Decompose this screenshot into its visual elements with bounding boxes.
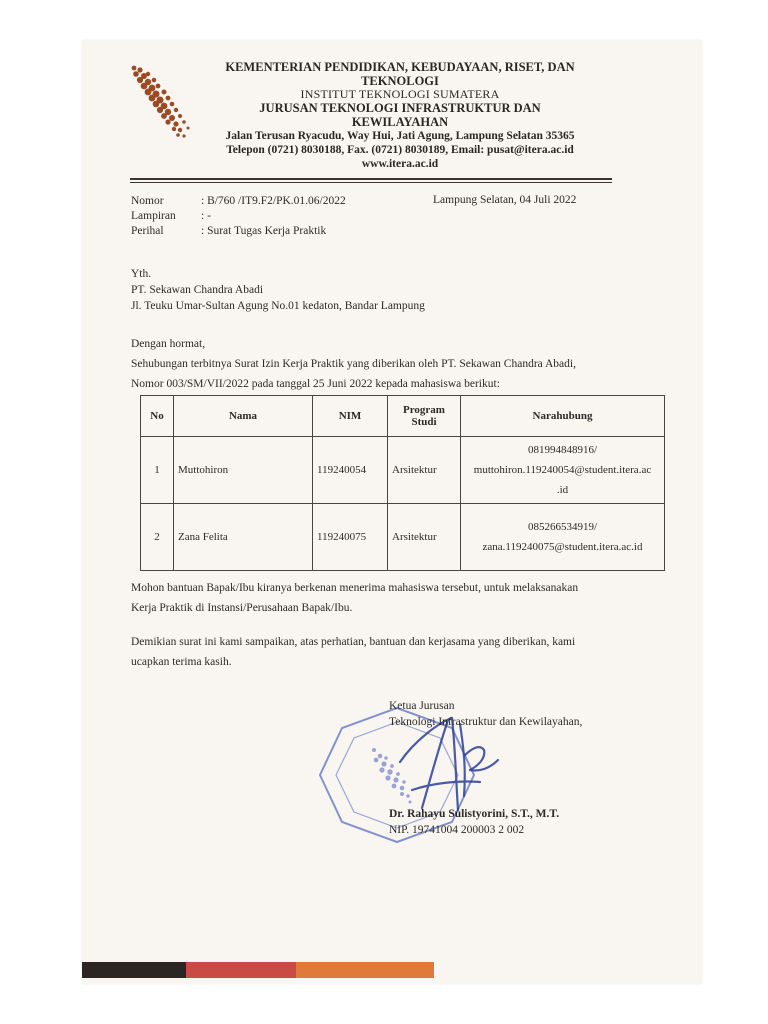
contact-email: zana.119240075@student.itera.ac.id	[482, 541, 643, 553]
role-line-1: Ketua Jurusan	[389, 700, 455, 712]
addressee-company: PT. Sekawan Chandra Abadi	[131, 284, 264, 296]
institute-address: Jalan Terusan Ryacudu, Way Hui, Jati Agung, Lampung Selatan 35365	[225, 130, 575, 142]
contact-email-tail: .id	[556, 484, 569, 496]
closing-line-1: Demikian surat ini kami sampaikan, atas perhatian, bantuan dan kerjasama yang diberikan, kami	[131, 636, 576, 648]
institute-name: INSTITUT TEKNOLOGI SUMATERA	[300, 87, 500, 101]
row-narahubung	[461, 437, 665, 504]
department-name-line2: KEWILAYAHAN	[351, 115, 449, 129]
perihal-label: Perihal	[131, 225, 164, 237]
header-narahubung: Narahubung	[461, 396, 665, 437]
letterhead-rule-thick	[130, 178, 612, 180]
opening-salutation: Dengan hormat,	[131, 338, 206, 350]
table-row	[141, 504, 665, 571]
addressee-street: Jl. Teuku Umar-Sultan Agung No.01 kedaton, Bandar Lampung	[131, 300, 425, 312]
table-row	[141, 437, 665, 504]
row-no: 2	[141, 504, 174, 571]
row-nama: Zana Felita	[174, 504, 313, 571]
header-nama: Nama	[174, 396, 313, 437]
request-paragraph	[131, 578, 651, 618]
lampiran-value: : -	[201, 210, 211, 222]
header-program-line2: Studi	[411, 416, 437, 428]
header-program-studi	[388, 396, 461, 437]
itera-logo-icon	[128, 62, 206, 142]
row-program: Arsitektur	[388, 504, 461, 571]
row-program: Arsitektur	[388, 437, 461, 504]
perihal-value: : Surat Tugas Kerja Praktik	[201, 225, 327, 237]
footer-bar-orange	[296, 962, 434, 978]
closing-line-2: ucapkan terima kasih.	[131, 656, 232, 668]
row-nama: Muttohiron	[174, 437, 313, 504]
header-no: No	[141, 396, 174, 437]
institute-contact: Telepon (0721) 8030188, Fax. (0721) 8030189, Email: pusat@itera.ac.id	[226, 144, 574, 156]
contact-email: muttohiron.119240054@student.itera.ac	[473, 464, 652, 476]
addressee	[131, 266, 425, 314]
row-no: 1	[141, 437, 174, 504]
department-name-line1: JURUSAN TEKNOLOGI INFRASTRUKTUR DAN	[259, 101, 541, 115]
footer-bar-red	[186, 962, 296, 978]
closing-paragraph	[131, 632, 651, 672]
intro-line-1: Sehubungan terbitnya Surat Izin Kerja Praktik yang diberikan oleh PT. Sekawan Chandra Abadi,	[131, 358, 576, 370]
header-nim: NIM	[313, 396, 388, 437]
letterhead-rule-thin	[130, 182, 612, 183]
signatory-name-block	[389, 806, 559, 838]
nomor-label: Nomor	[131, 195, 164, 207]
signatory-name: Dr. Rahayu Sulistyorini, S.T., M.T.	[389, 808, 560, 820]
addressee-greeting: Yth.	[131, 268, 152, 280]
place-date: Lampung Selatan, 04 Juli 2022	[433, 194, 577, 206]
role-line-2: Teknologi Infrastruktur dan Kewilayahan,	[389, 716, 583, 728]
ministry-name: KEMENTERIAN PENDIDIKAN, KEBUDAYAAN, RISET, DAN TEKNOLOGI	[225, 60, 575, 88]
row-nim: 119240054	[313, 437, 388, 504]
table-header-row	[141, 396, 665, 437]
lampiran-label: Lampiran	[131, 210, 176, 222]
footer-color-bar	[82, 962, 434, 978]
signatory-nip: NIP. 19741004 200003 2 002	[389, 824, 525, 836]
contact-phone: 085266534919/	[527, 521, 598, 533]
signatory-role	[389, 698, 582, 730]
letter-meta	[131, 194, 346, 239]
intro-paragraph	[131, 334, 651, 394]
header-program-line1: Program	[403, 404, 445, 416]
request-line-1: Mohon bantuan Bapak/Ibu kiranya berkenan menerima mahasiswa tersebut, untuk melaksanakan	[131, 582, 579, 594]
row-nim: 119240075	[313, 504, 388, 571]
contact-phone: 081994848916/	[527, 444, 598, 456]
nomor-value: : B/760 /IT9.F2/PK.01.06/2022	[201, 195, 346, 207]
intro-line-2: Nomor 003/SM/VII/2022 pada tanggal 25 Juni 2022 kepada mahasiswa berikut:	[131, 378, 500, 390]
request-line-2: Kerja Praktik di Instansi/Perusahaan Bapak/Ibu.	[131, 602, 353, 614]
row-narahubung	[461, 504, 665, 571]
institute-website: www.itera.ac.id	[361, 158, 439, 170]
footer-bar-black	[82, 962, 186, 978]
letterhead	[200, 60, 600, 171]
student-table	[140, 395, 665, 571]
